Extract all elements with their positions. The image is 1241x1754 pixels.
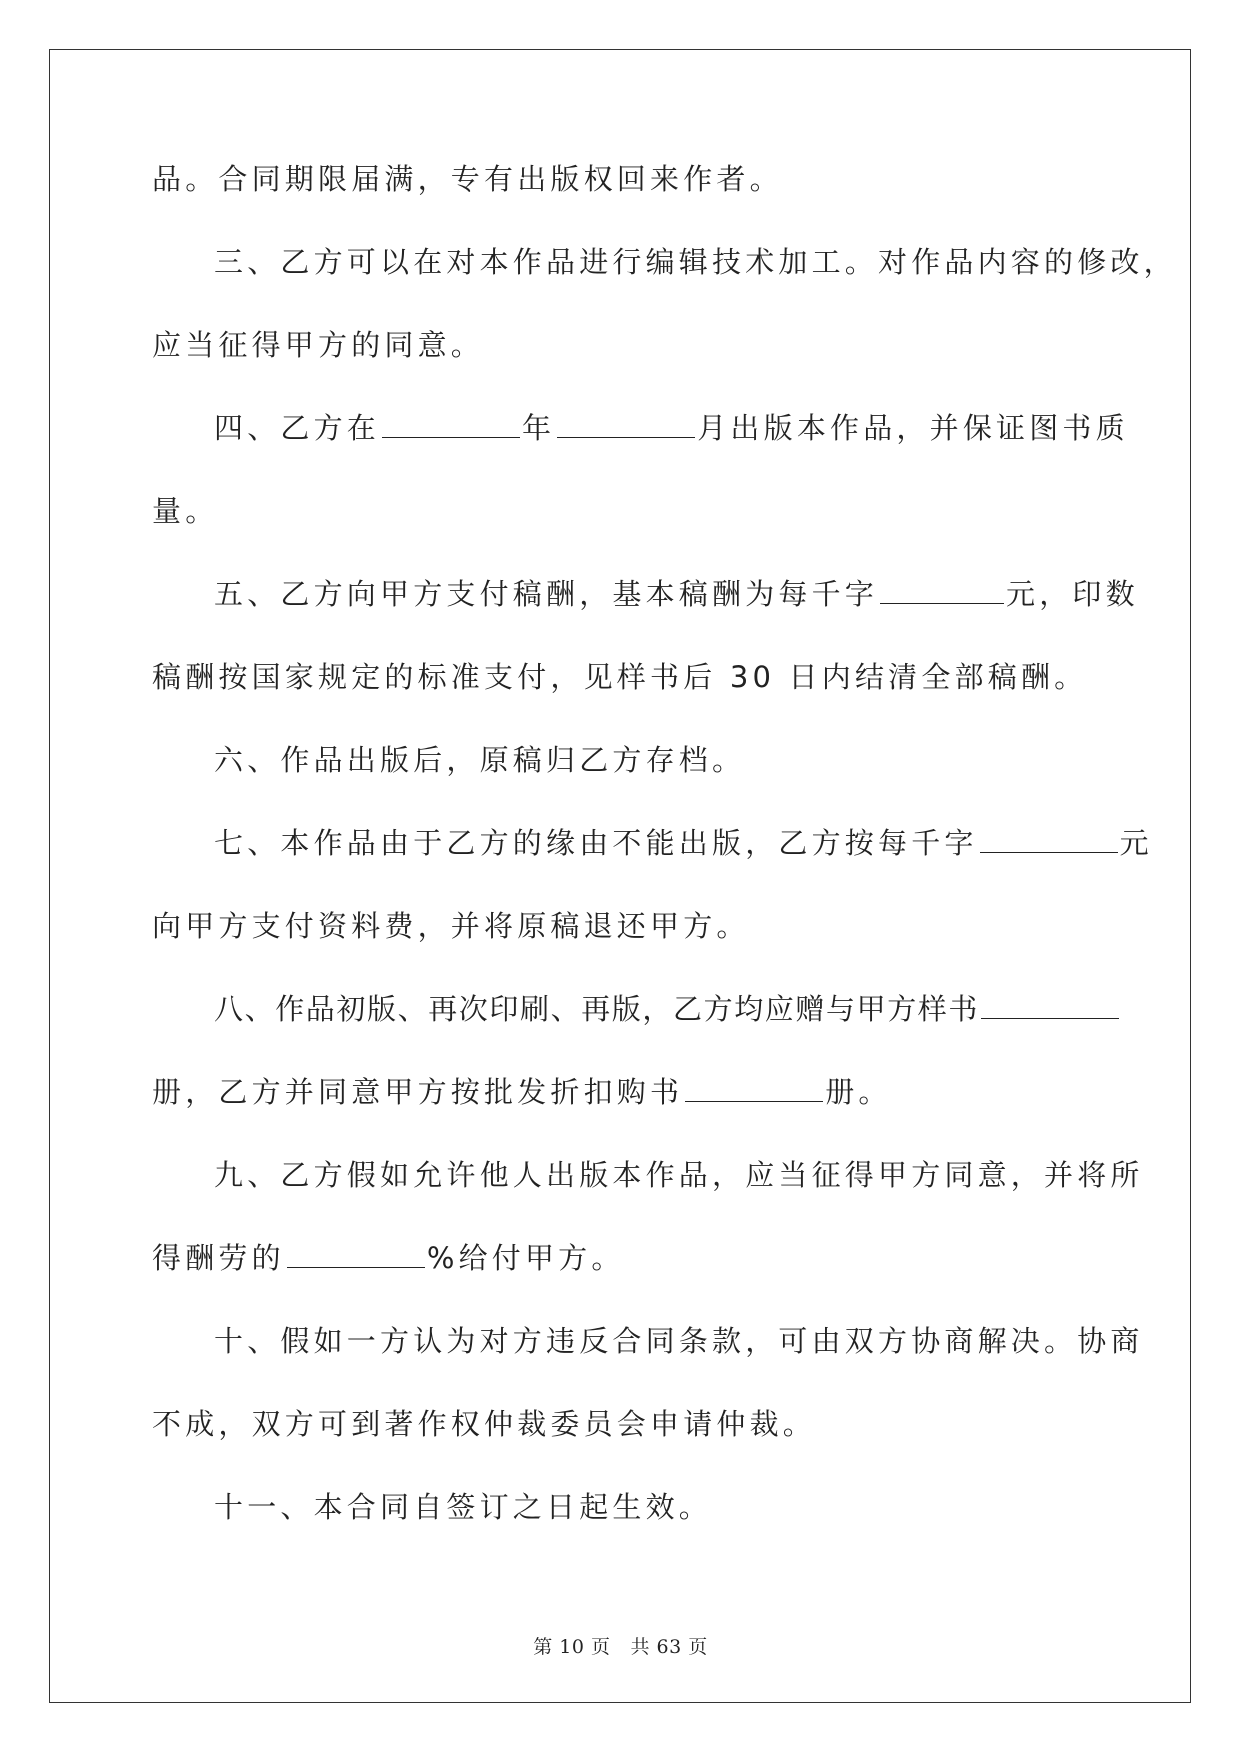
text-segment: 册。 xyxy=(825,1075,892,1109)
page-footer xyxy=(0,1632,1241,1659)
text-segment: 不成，双方可到著作权仲裁委员会申请仲裁。 xyxy=(152,1407,817,1441)
text-segment: 向甲方支付资料费，并将原稿退还甲方。 xyxy=(152,909,750,943)
paragraph-line-5 xyxy=(152,490,1089,532)
fill-in-blank-year[interactable] xyxy=(382,407,520,438)
current-page-number: 第 10 页 xyxy=(533,1636,611,1658)
fill-in-blank-sample-copies[interactable] xyxy=(981,988,1119,1019)
paragraph-line-10 xyxy=(152,905,1089,947)
paragraph-line-7 xyxy=(152,656,1089,698)
text-segment: 册，乙方并同意甲方按批发折扣购书 xyxy=(152,1075,684,1109)
paragraph-line-1 xyxy=(152,158,1089,200)
paragraph-line-14 xyxy=(152,1237,1089,1279)
text-segment: 元，印数 xyxy=(1006,577,1139,611)
paragraph-line-15 xyxy=(152,1320,1144,1362)
paragraph-line-8 xyxy=(152,739,1089,781)
text-segment: 元 xyxy=(1119,826,1153,860)
text-segment: 月出版本作品，并保证图书质 xyxy=(697,411,1129,445)
text-segment: 量。 xyxy=(152,494,219,528)
paragraph-line-4 xyxy=(152,407,1129,449)
paragraph-line-3 xyxy=(152,324,1089,366)
fill-in-blank-purchase-copies[interactable] xyxy=(685,1071,823,1102)
text-segment: 稿酬按国家规定的标准支付，见样书后 30 日内结清全部稿酬。 xyxy=(152,660,1088,694)
text-segment: 得酬劳的 xyxy=(152,1241,285,1275)
paragraph-line-9 xyxy=(152,822,1153,864)
text-segment: %给付甲方。 xyxy=(426,1241,625,1275)
text-segment: 四、乙方在 xyxy=(214,411,381,445)
paragraph-line-16 xyxy=(152,1403,1089,1445)
paragraph-line-6 xyxy=(152,573,1139,615)
paragraph-line-2 xyxy=(152,241,1177,283)
text-segment: 应当征得甲方的同意。 xyxy=(152,328,485,362)
fill-in-blank-material-fee[interactable] xyxy=(980,822,1118,853)
text-segment: 九、乙方假如允许他人出版本作品，应当征得甲方同意，并将所 xyxy=(214,1158,1144,1192)
text-segment: 十、假如一方认为对方违反合同条款，可由双方协商解决。协商 xyxy=(214,1324,1144,1358)
paragraph-line-11 xyxy=(152,988,1089,1030)
paragraph-line-17 xyxy=(152,1486,1089,1528)
fill-in-blank-month[interactable] xyxy=(557,407,695,438)
fill-in-blank-royalty-rate[interactable] xyxy=(880,573,1004,604)
text-segment: 五、乙方向甲方支付稿酬，基本稿酬为每千字 xyxy=(214,577,879,611)
document-body xyxy=(152,158,1177,1569)
total-page-count: 共 63 页 xyxy=(630,1636,708,1658)
paragraph-line-13 xyxy=(152,1154,1144,1196)
text-segment: 七、本作品由于乙方的缘由不能出版，乙方按每千字 xyxy=(214,826,978,860)
text-segment: 十一、本合同自签订之日起生效。 xyxy=(214,1490,713,1524)
text-segment: 三、乙方可以在对本作品进行编辑技术加工。对作品内容的修改， xyxy=(214,245,1177,279)
paragraph-line-12 xyxy=(152,1071,1089,1113)
text-segment: 八、作品初版、再次印刷、再版，乙方均应赠与甲方样书 xyxy=(214,992,980,1026)
text-segment: 年 xyxy=(522,411,556,445)
fill-in-blank-percentage[interactable] xyxy=(287,1237,425,1268)
text-segment: 品。合同期限届满，专有出版权回来作者。 xyxy=(152,162,783,196)
text-segment: 六、作品出版后，原稿归乙方存档。 xyxy=(214,743,746,777)
